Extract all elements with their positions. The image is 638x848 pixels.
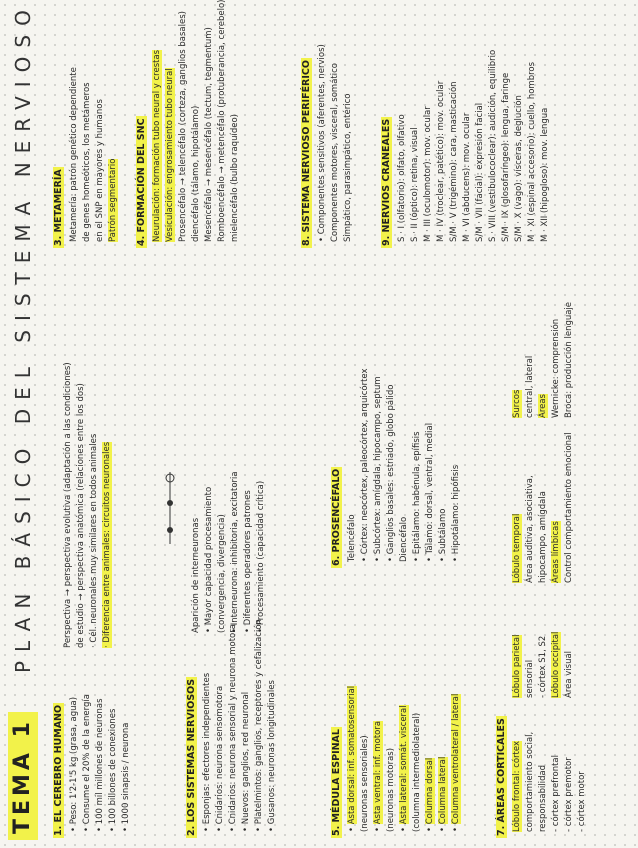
section-5-body: • Asta dorsal: inf. somatosensorial (neuronas sensoriales) • Asta ventral: inf. motora (neuronas motoras) • Asta lateral: somát. visceral (columna intermediolateral) • Columna dorsal • Columna lateral • Columna ventrolateral / lateral [346, 686, 463, 832]
section-8-heading: 8. SISTEMA NERVIOSO PERIFÉRICO [301, 60, 312, 246]
section-1-perspective: Perspectiva → perspectiva evolutiva (adaptación a las condiciones) de estudio → perspectiva anatómica (relaciones entre los dos) · Cél. neuronales muy similares en todos animales · Diferencia entre animales: circuitos neuronales [63, 362, 112, 648]
section-1-body: • Peso: 1'2-1'5 kg (grasa, agua) • Consume el 20% de la energía • 100 mil millones de neuronas • 100 billones de conexiones • 1000 sinapsis / neurona [68, 694, 133, 832]
section-2-interneurons: Aparición de interneuronas • Mayor capacidad procesamiento (convergencia, divergencia) • Interneurona: inhibitoria, excitatoria • Diferentes operadores patrones • Procesamiento (capacidad crítica) [190, 471, 268, 633]
section-7-col-2: Lóbulo parietal sensorial - córtex S1, S2 Lóbulo occipital Área visual [512, 631, 574, 698]
section-6-body: Telencéfalo • Córtex: neocórtex, paleocórtex, arquicórtex • Subcórtex: amígdala, hipocampo, septum • Ganglios basales: estriado, globo pálido Diencéfalo • Epitálamo: habénula, epífisis • Tálamo: dorsal, ventral, medial • Subtálamo • Hipotálamo: hipófisis [346, 368, 463, 562]
section-9-body: S · I (olfatorio): olfato, olfativo S · II (óptico): retina, visual M · III (oculomotor): mov. ocular M · IV (troclear, patético): mov. ocular S/M · V (trigémino): cara, masticación M · VI (abducens): mov. ocular S/M · VII (facial): expresión facial S · VIII (vestibulococlear): audición, equilibrio S/M · IX (glosofaríngeo): lengua, faringe S/M · X (vago): vísceras, deglución M · XI (espinal accesorio): cuello, hombros M · XII (hipogloso): mov. lengua [397, 49, 550, 242]
section-4-body: Neurulación: formación tubo neural y crestas Vesiculación: engrosamiento tubo neural Prosencéfalo → telencéfalo (corteza, ganglios basales) diencéfalo (tálamo, hipotálamo) Mesencéfalo → mesencéfalo (tectum, tegmentum) Romboencéfalo → metencéfalo (protuberancia, cerebelo) mielencéfalo (bulbo raquídeo) [152, 0, 240, 242]
section-6-heading: 6. PROSENCÉFALO [331, 468, 342, 566]
section-2-heading: 2. LOS SISTEMAS NERVIOSOS [186, 678, 197, 836]
section-3-body: Metamería: patrón genético dependiente de genes homeóticos, los metámeros en el SNP en mayores y humanos Patrón segmentario [69, 67, 118, 242]
section-4-heading: 4. FORMACIÓN DEL SNC [136, 118, 147, 246]
page-title: TEMA 1 [8, 712, 38, 840]
section-7-col-3: Lóbulo temporal Área auditiva, asociativa, hipocampo, amígdala Áreas límbicas Control comportamiento emocional [512, 432, 574, 583]
page-subtitle: PLAN BÁSICO DEL SISTEMA NERVIOSO [11, 1, 35, 673]
section-1-heading: 1. EL CEREBRO HUMANO [53, 704, 64, 836]
neuron-diagram [160, 468, 180, 548]
section-7-heading: 7. ÁREAS CORTICALES [496, 718, 507, 836]
section-7-col-1: Lóbulo frontal: córtex comportamiento social, responsabilidad - córtex prefrontal - córtex premotor - córtex motor [512, 731, 587, 832]
section-8-body: • Componentes sensitivos (aferentes, nervios) Componentes motores, visceral, somático Simpático, parasimpático, entérico [316, 44, 355, 242]
section-5-heading: 5. MÉDULA ESPINAL [331, 729, 342, 836]
section-9-heading: 9. NERVIOS CRANEALES [381, 118, 392, 246]
section-3-heading: 3. METAMERÍA [53, 169, 64, 246]
section-2-body: • Esponjas: efectores independientes • Cnidarios: neurona sensomotora • Cnidarios: neurona sensorial y neurona motora • Nuevos: ganglios, red neuronal • Platelmintos: ganglios, receptores y cefalización • Gusanos: neuronas longitudinales [201, 619, 279, 832]
section-7-col-4: Surcos central, lateral Áreas Wernicke: comprensión Broca: producción lenguaje [512, 301, 574, 418]
